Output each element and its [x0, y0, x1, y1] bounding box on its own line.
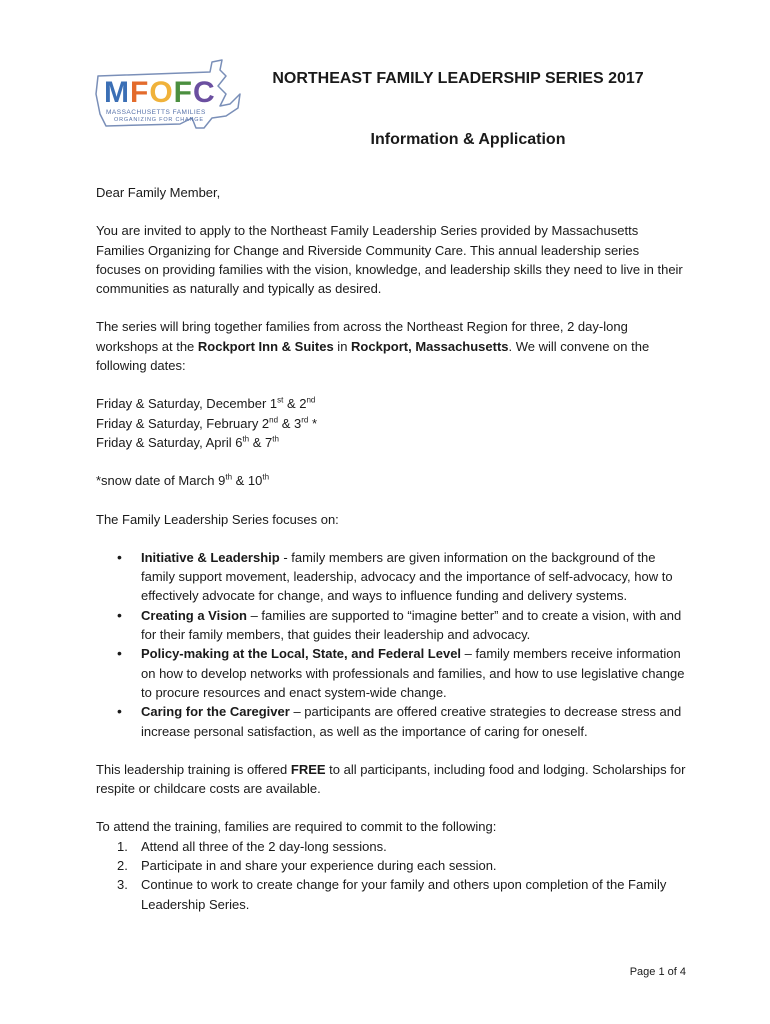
- mfofc-logo: [92, 54, 242, 159]
- logo-letter: M: [104, 76, 130, 109]
- list-item: 2. Participate in and share your experience during each session.: [117, 858, 497, 874]
- focus-list: [96, 548, 686, 741]
- logo-letter: C: [193, 76, 216, 109]
- focus-intro: The Family Leadership Series focuses on:: [96, 511, 339, 527]
- page-subtitle: Information & Application: [370, 131, 566, 148]
- commitment-list: [96, 837, 686, 914]
- logo-wordmark: [104, 78, 216, 108]
- session-date: Friday & Saturday, December 1st & 2nd: [96, 396, 316, 412]
- logo-line-2: ORGANIZING FOR CHANGE: [114, 117, 204, 123]
- series-text: The series will bring together families from across the Northeast Region for three, 2 day-long workshops at the: [96, 319, 628, 354]
- list-item: 1. Attend all three of the 2 day-long sessions.: [117, 838, 387, 854]
- logo-line-1: MASSACHUSETTS FAMILIES: [106, 109, 206, 116]
- logo-letter: F: [173, 76, 193, 109]
- snow-date: *snow date of March 9th & 10th: [96, 472, 270, 489]
- series-text: . We will convene on the following dates:: [96, 338, 650, 374]
- intro-paragraph: You are invited to apply to the Northeast Family Leadership Series provided by Massachusetts Families Organizing for Change and Riverside Community Care. This annual leadership series focuses on providing families with the vision, knowledge, and leadership skills they need to live in their communities as naturally and typically as desired.: [96, 223, 683, 297]
- greeting: Dear Family Member,: [96, 185, 221, 200]
- page-number: Page 1 of 4: [629, 966, 686, 978]
- letter-body: [96, 183, 686, 914]
- logo-letter: F: [130, 76, 150, 109]
- session-dates: [96, 394, 686, 452]
- list-item: 3. Continue to work to create change for your family and others upon completion of the Family Leadership Series.: [117, 877, 667, 912]
- session-date: Friday & Saturday, February 2nd & 3rd *: [96, 415, 317, 431]
- series-paragraph: [96, 317, 686, 375]
- list-item: • Caring for the Caregiver – participants are offered creative strategies to decrease stress and increase personal satisfaction, as well as the importance of caring for oneself.: [96, 702, 686, 741]
- free-paragraph: This leadership training is offered FREE to all participants, including food and lodging. Scholarships for respite or childcare costs are available.: [96, 761, 686, 797]
- commit-intro: To attend the training, families are required to commit to the following:: [96, 819, 497, 835]
- list-item: • Initiative & Leadership - family members are given information on the background of the family support movement, leadership, advocacy and the importance of self-advocacy, how to effectively advocate for change, and ways to influence funding and delivery systems.: [96, 548, 686, 606]
- venue-town: Rockport, Massachusetts: [351, 338, 509, 354]
- list-item: • Policy-making at the Local, State, and Federal Level – family members receive information on how to develop networks with professionals and families, and how to use legislative change to procure resources and enact system-wide change.: [96, 644, 686, 702]
- session-date: Friday & Saturday, April 6th & 7th: [96, 434, 279, 450]
- page-title: NORTHEAST FAMILY LEADERSHIP SERIES 2017: [272, 70, 644, 87]
- list-item: • Creating a Vision – families are supported to “imagine better” and to create a vision, with and for their family members, that guides their leadership and advocacy.: [96, 606, 686, 645]
- venue-name: Rockport Inn & Suites: [197, 338, 334, 354]
- series-text: in: [333, 338, 352, 354]
- logo-letter: O: [149, 76, 174, 109]
